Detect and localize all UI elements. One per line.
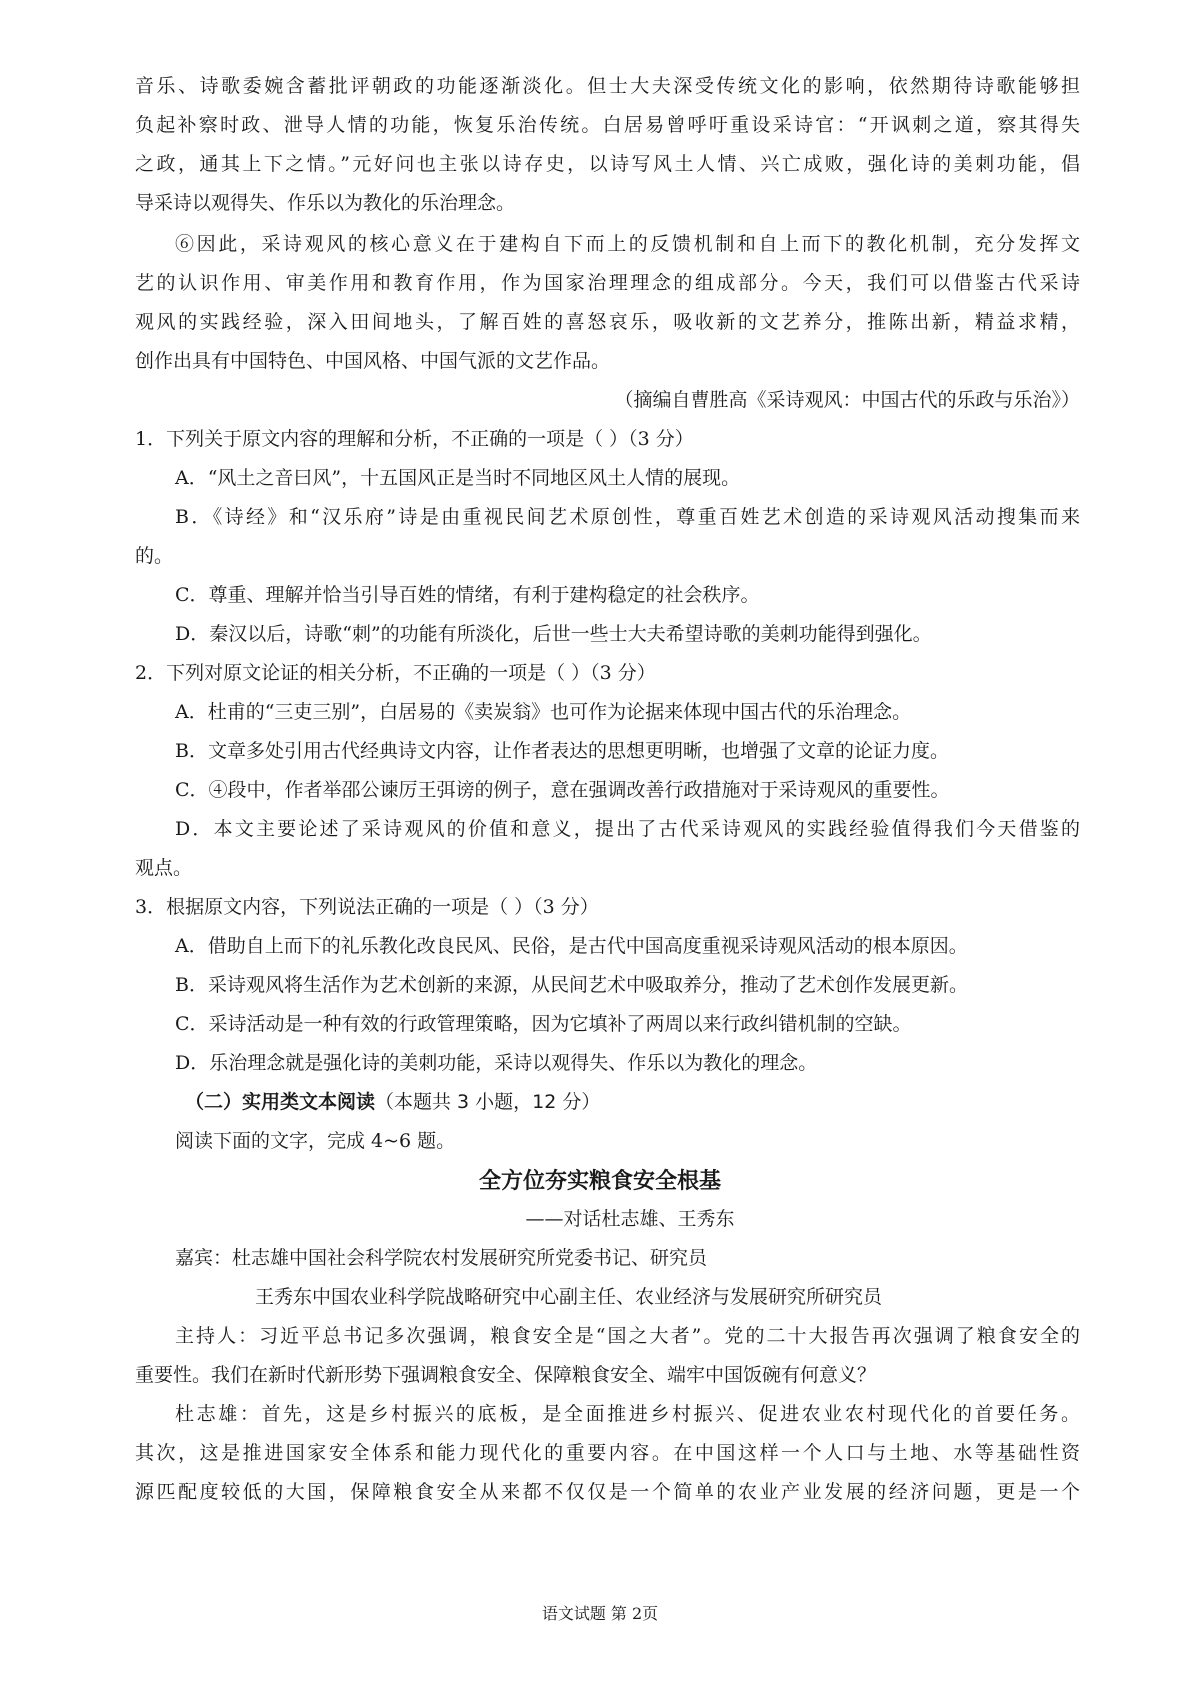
reading-instruction: 阅读下面的文字，完成 4~6 题。 bbox=[175, 1130, 456, 1152]
passage-line: 创作出具有中国特色、中国风格、中国气派的文艺作品。 bbox=[135, 350, 611, 372]
question-1-option-c: C．尊重、理解并恰当引导百姓的情绪，有利于建构稳定的社会秩序。 bbox=[175, 584, 760, 606]
question-3-option-d: D．乐治理念就是强化诗的美刺功能，采诗以观得失、作乐以为教化的理念。 bbox=[175, 1052, 818, 1074]
question-2-option-b: B．文章多处引用古代经典诗文内容，让作者表达的思想更明晰，也增强了文章的论证力度。 bbox=[175, 740, 949, 762]
section-heading bbox=[185, 1090, 1130, 1114]
question-3-option-b: B．采诗观风将生活作为艺术创新的来源，从民间艺术中吸取养分，推动了艺术创作发展更新。 bbox=[175, 974, 968, 996]
passage-line: 导采诗以观得失、作乐以为教化的乐治理念。 bbox=[135, 192, 516, 214]
answer-line: 源匹配度较低的大国，保障粮食安全从来都不仅仅是一个简单的农业产业发展的经济问题，更是一个 bbox=[135, 1481, 1080, 1503]
question-3-option-c: C．采诗活动是一种有效的行政管理策略，因为它填补了两周以来行政纠错机制的空缺。 bbox=[175, 1013, 912, 1035]
question-1-option-b: B．《诗经》和“汉乐府”诗是由重视民间艺术原创性，尊重百姓艺术创造的采诗观风活动搜集而来 bbox=[175, 506, 1080, 528]
guest-line-1: 嘉宾：杜志雄中国社会科学院农村发展研究所党委书记、研究员 bbox=[175, 1247, 708, 1269]
question-2-option-c: C．④段中，作者举邵公谏厉王弭谤的例子，意在强调改善行政措施对于采诗观风的重要性。 bbox=[175, 779, 950, 801]
question-1-option-a: A．“风土之音曰风”，十五国风正是当时不同地区风土人情的展现。 bbox=[175, 467, 741, 489]
passage-line: 之政，通其上下之情。”元好问也主张以诗存史，以诗写风土人情、兴亡成败，强化诗的美刺功能，倡 bbox=[135, 153, 1080, 175]
host-question-line: 重要性。我们在新时代新形势下强调粮食安全、保障粮食安全、端牢中国饭碗有何意义？ bbox=[135, 1364, 877, 1386]
passage-line: 负起补察时政、泄导人情的功能，恢复乐治传统。白居易曾呼吁重设采诗官：“开讽刺之道，察其得失 bbox=[135, 114, 1080, 136]
article-title: 全方位夯实粮食安全根基 bbox=[478, 1169, 721, 1194]
question-1-option-d: D．秦汉以后，诗歌“刺”的功能有所淡化，后世一些士大夫希望诗歌的美刺功能得到强化。 bbox=[175, 623, 932, 645]
passage-line: 音乐、诗歌委婉含蓄批评朝政的功能逐渐淡化。但士大夫深受传统文化的影响，依然期待诗歌能够担 bbox=[135, 75, 1080, 97]
guest-line-2: 王秀东中国农业科学院战略研究中心副主任、农业经济与发展研究所研究员 bbox=[255, 1286, 883, 1308]
article-subtitle: ——对话杜志雄、王秀东 bbox=[525, 1208, 735, 1230]
question-2-option-a: A．杜甫的“三吏三别”，白居易的《卖炭翁》也可作为论据来体现中国古代的乐治理念。 bbox=[175, 701, 912, 723]
passage-line: ⑥因此，采诗观风的核心意义在于建构自下而上的反馈机制和自上而下的教化机制，充分发挥文 bbox=[175, 233, 1080, 255]
question-2-option-d: D．本文主要论述了采诗观风的价值和意义，提出了古代采诗观风的实践经验值得我们今天借鉴的 bbox=[175, 818, 1080, 840]
passage-line: 艺的认识作用、审美作用和教育作用，作为国家治理理念的组成部分。今天，我们可以借鉴古代采诗 bbox=[135, 272, 1080, 294]
section-heading-main: （二）实用类文本阅读 bbox=[185, 1091, 376, 1113]
passage-line: 观风的实践经验，深入田间地头，了解百姓的喜怒哀乐，吸收新的文艺养分，推陈出新，精益求精， bbox=[135, 311, 1080, 333]
page-footer: 语文试题 第 2页 bbox=[541, 1604, 659, 1623]
question-2-option-d-cont: 观点。 bbox=[135, 857, 193, 879]
answer-line: 杜志雄：首先，这是乡村振兴的底板，是全面推进乡村振兴、促进农业农村现代化的首要任务。 bbox=[175, 1403, 1080, 1425]
source-citation: （摘编自曹胜高《采诗观风：中国古代的乐政与乐治》） bbox=[614, 389, 1080, 411]
answer-line: 其次，这是推进国家安全体系和能力现代化的重要内容。在中国这样一个人口与土地、水等基础性资 bbox=[135, 1442, 1080, 1464]
section-heading-note: （本题共 3 小题，12 分） bbox=[375, 1091, 601, 1113]
question-3-option-a: A．借助自上而下的礼乐教化改良民风、民俗，是古代中国高度重视采诗观风活动的根本原因。 bbox=[175, 935, 968, 957]
question-3-stem: 3．根据原文内容，下列说法正确的一项是（ ）（3 分） bbox=[135, 896, 599, 918]
question-1-stem: 1．下列关于原文内容的理解和分析，不正确的一项是（ ）（3 分） bbox=[135, 428, 694, 450]
question-2-stem: 2．下列对原文论证的相关分析，不正确的一项是（ ）（3 分） bbox=[135, 662, 656, 684]
host-question-line: 主持人：习近平总书记多次强调，粮食安全是“国之大者”。党的二十大报告再次强调了粮食安全的 bbox=[175, 1325, 1080, 1347]
question-1-option-b-cont: 的。 bbox=[135, 545, 174, 567]
